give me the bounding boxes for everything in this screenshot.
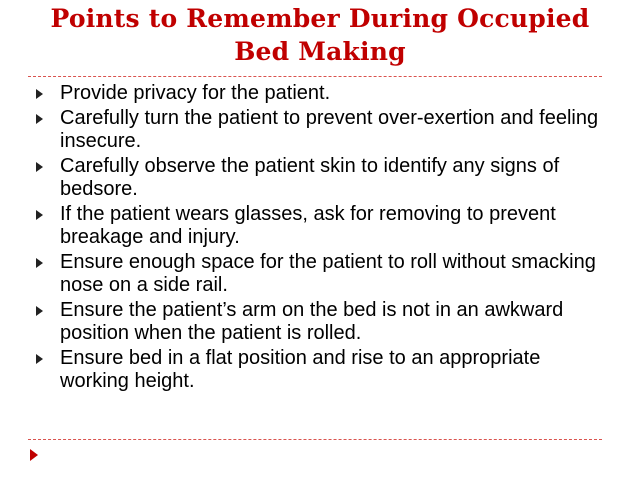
bullet-text: If the patient wears glasses, ask for removing to prevent breakage and injury. [60, 203, 556, 248]
bullet-item-privacy [32, 82, 602, 105]
bottom-divider [28, 439, 602, 440]
arrowhead-bullet-icon [36, 306, 43, 316]
red-arrowhead-icon [30, 449, 38, 461]
slide-title-line-1: Points to Remember During Occupied [50, 4, 590, 33]
bullet-text: Carefully turn the patient to prevent over-exertion and feeling insecure. [60, 107, 599, 152]
bullet-text: Carefully observe the patient skin to identify any signs of bedsore. [60, 155, 560, 200]
bullet-text: Ensure the patient’s arm on the bed is not in an awkward position when the patient is rolled. [60, 299, 564, 344]
bullet-list [32, 82, 602, 395]
bullet-item-arm-position [32, 299, 602, 345]
arrowhead-bullet-icon [36, 258, 43, 268]
arrowhead-bullet-icon [36, 210, 43, 220]
arrowhead-bullet-icon [36, 114, 43, 124]
bullet-item-bed-height [32, 347, 602, 393]
bullet-item-turn-patient [32, 107, 602, 153]
bullet-text: Ensure enough space for the patient to roll without smacking nose on a side rail. [60, 251, 596, 296]
top-divider [28, 76, 602, 77]
arrowhead-bullet-icon [36, 89, 43, 99]
bullet-item-observe-skin [32, 155, 602, 201]
arrowhead-bullet-icon [36, 354, 43, 364]
slide-title [20, 2, 620, 68]
bullet-item-glasses [32, 203, 602, 249]
bullet-text: Provide privacy for the patient. [60, 82, 331, 104]
bullet-text: Ensure bed in a flat position and rise to an appropriate working height. [60, 347, 541, 392]
bullet-item-space-to-roll [32, 251, 602, 297]
slide-title-line-2: Bed Making [234, 37, 406, 66]
arrowhead-bullet-icon [36, 162, 43, 172]
